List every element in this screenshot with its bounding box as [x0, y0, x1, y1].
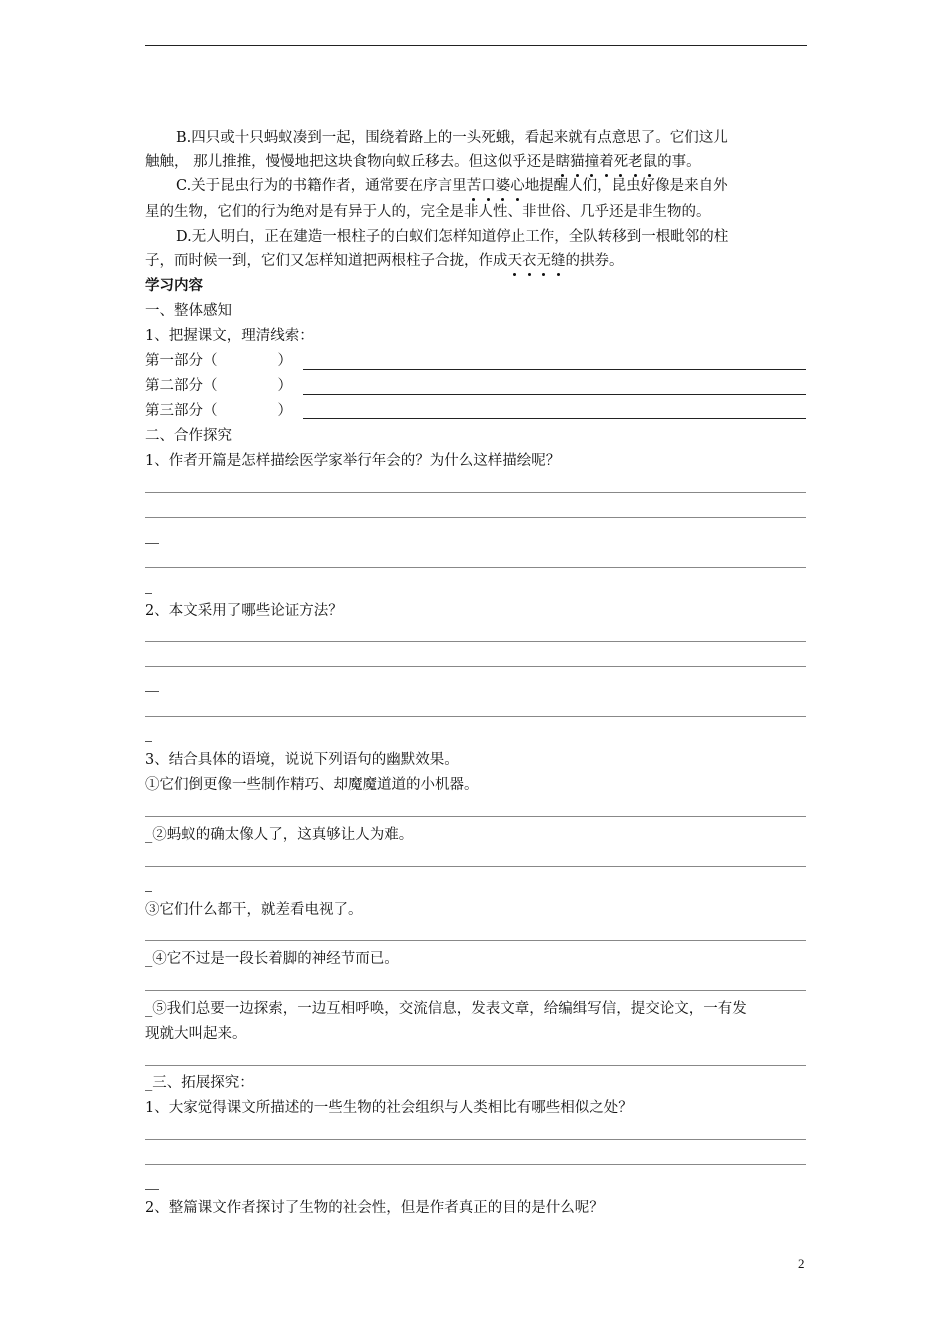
dotted-char: 鼠	[642, 154, 658, 170]
dotted-char: 心	[510, 178, 525, 194]
section-3-title: _三、拓展探究：	[145, 1075, 254, 1091]
page-number: 2	[798, 1256, 805, 1271]
option-c-line-2: 星的生物，它们的行为绝对是有异于人的，完全是非人性、非世俗、几乎还是非生物的。	[145, 204, 711, 220]
humor-sentence-3: ③它们什么都干，就差看电视了。	[145, 902, 363, 918]
dotted-char: 衣	[522, 253, 537, 269]
answer-line[interactable]	[145, 666, 806, 667]
section-heading: 学习内容	[145, 277, 203, 294]
humor-sentence-4: _④它不过是一段长着脚的神经节而已。	[145, 951, 399, 967]
dotted-char: 着	[599, 154, 614, 170]
option-b-line-2: 触触， 那儿推推，慢慢地把这块食物向蚁丘移去。但这似乎还是瞎猫撞着死老鼠的事。	[145, 154, 701, 170]
dotted-char: 死	[613, 154, 629, 170]
dotted-char: 瞎	[555, 154, 571, 170]
question-2-2: 2、本文采用了哪些论证方法？	[145, 603, 343, 619]
dotted-char: 缝	[551, 253, 566, 269]
answer-line[interactable]	[145, 567, 806, 568]
part-3-label: 第三部分（ ）	[145, 403, 292, 419]
answer-line[interactable]	[145, 1139, 806, 1140]
answer-line[interactable]	[145, 866, 806, 867]
answer-line[interactable]	[145, 990, 806, 991]
humor-sentence-5-line-1: _⑤我们总要一边探索，一边互相呼唤，交流信息，发表文章，给编缉写信，提交论文，一有发	[145, 1001, 747, 1017]
question-2-3: 3、结合具体的语境，说说下列语句的幽默效果。	[145, 752, 459, 768]
question-1-1: 1、把握课文，理清线索：	[145, 328, 314, 344]
dotted-char: 无	[536, 253, 551, 269]
dotted-char: 猫	[570, 154, 585, 170]
answer-line[interactable]	[145, 641, 806, 642]
part-1-label: 第一部分（ ）	[145, 353, 292, 369]
dotted-char: 口	[481, 178, 496, 194]
part-2-label: 第二部分（ ）	[145, 378, 292, 394]
header-rule	[145, 45, 807, 46]
answer-line[interactable]	[145, 1164, 806, 1165]
part-1-blank[interactable]	[303, 369, 806, 370]
question-3-2: 2、整篇课文作者探讨了生物的社会性，但是作者真正的目的是什么呢？	[145, 1200, 604, 1216]
humor-sentence-2: _②蚂蚁的确太像人了，这真够让人为难。	[145, 827, 414, 843]
part-2-blank[interactable]	[303, 394, 806, 395]
humor-sentence-5-line-2: 现就大叫起来。	[145, 1026, 247, 1042]
section-1-title: 一、整体感知	[145, 303, 232, 319]
question-3-1: 1、大家觉得课文所描述的一些生物的社会组织与人类相比有哪些相似之处？	[145, 1100, 633, 1116]
dotted-char: 老	[628, 154, 643, 170]
humor-sentence-1: ①它们倒更像一些制作精巧、却魔魔道道的小机器。	[145, 777, 479, 793]
question-2-1: 1、作者开篇是怎样描绘医学家举行年会的？为什么这样描绘呢？	[145, 453, 561, 469]
answer-line-tail	[145, 691, 159, 692]
answer-line-tail	[145, 741, 152, 742]
option-c-line-1: C.关于昆虫行为的书籍作者，通常要在序言里苦口婆心地提醒人们，昆虫好像是来自外	[176, 178, 728, 194]
dotted-char: 撞	[584, 154, 600, 170]
dotted-char: 婆	[495, 178, 511, 194]
answer-line-tail	[145, 593, 152, 594]
option-d-line-1: D.无人明白，正在建造一根柱子的白蚁们怎样知道停止工作，全队转移到一根毗邻的柱	[176, 229, 729, 245]
part-3-blank[interactable]	[303, 418, 806, 419]
option-d-line-2: 子，而时候一到，它们又怎样知道把两根柱子合拢，作成天衣无缝的拱券。	[145, 253, 624, 269]
answer-line[interactable]	[145, 940, 806, 941]
answer-line[interactable]	[145, 492, 806, 493]
answer-line-tail	[145, 891, 152, 892]
dotted-char: 天	[507, 253, 522, 269]
option-b-line-1: B.四只或十只蚂蚁凑到一起，围绕着路上的一头死蛾，看起来就有点意思了。它们这儿	[176, 130, 728, 146]
answer-line-tail	[145, 1189, 159, 1190]
answer-line[interactable]	[145, 716, 806, 717]
section-2-title: 二、合作探究	[145, 428, 232, 444]
dotted-char: 苦	[466, 178, 482, 194]
answer-line[interactable]	[145, 517, 806, 518]
answer-line[interactable]	[145, 816, 806, 817]
answer-line[interactable]	[145, 1065, 806, 1066]
answer-line-tail	[145, 543, 159, 544]
